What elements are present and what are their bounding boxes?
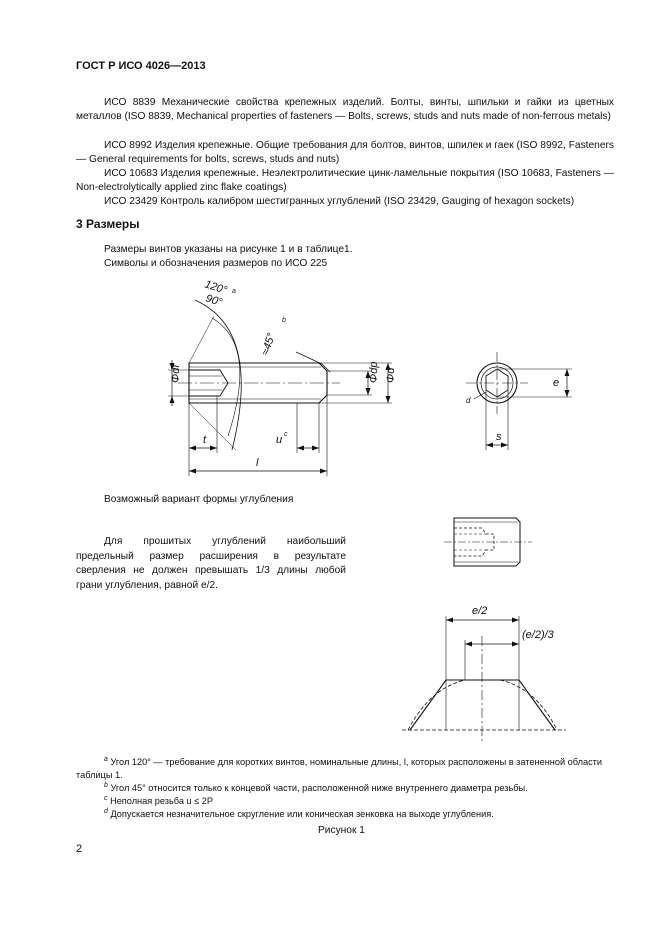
footnote-d: $^d$ Допускается незначительное скругление или коническая зенковка на выходе углубления. (104, 808, 494, 820)
variant-caption: Возможный вариант формы углубления (104, 494, 294, 505)
angle-120-label: 120° (203, 278, 229, 297)
document-header: ГОСТ Р ИСО 4026—2013 (76, 60, 206, 72)
section-title: 3 Размеры (76, 217, 140, 231)
variant-socket-drawing (440, 510, 540, 580)
angle-90-label: 90° (204, 292, 224, 309)
reference-iso-23429: ИСО 23429 Контроль калибром шестигранных углублений (ISO 23429, Gauging of hexagon sockets) (104, 196, 575, 207)
dim-dp-label: Φdp (368, 361, 380, 383)
note-d-label: d (466, 396, 471, 405)
dim-s-label: s (496, 431, 502, 443)
figure-1-drawing (0, 270, 661, 485)
dim-u-label: u (276, 434, 283, 446)
footnote-c: $^c$ Неполная резьба u ≤ 2P (104, 795, 213, 807)
figure-caption: Рисунок 1 (318, 825, 365, 836)
angle-45-label: ≈45° (259, 331, 278, 357)
dim-df-label: Φdf (170, 364, 182, 383)
angle-120-note: a (232, 288, 236, 295)
dim-t-label: t (203, 434, 207, 446)
dim-u-note: c (284, 431, 288, 438)
dim-l-label: l (256, 457, 259, 469)
intro-line-1: Размеры винтов указаны на рисунке 1 и в таблице1. (104, 244, 353, 255)
variant-text: Для прошитых углублений наибольший предельный размер расширения в результате сверления не должен превышать 1/3 длины любой грани углубления, равной e/2. (76, 536, 346, 591)
dim-e-label: e (553, 377, 560, 389)
footnote-a: $^a$ Угол 120° — требование для коротких винтов, номинальные длины, l, которых расположены в затененной области таблицы 1. (76, 756, 602, 781)
intro-line-2: Символы и обозначения размеров по ИСО 225 (104, 258, 328, 269)
dim-e2-label: e/2 (472, 605, 488, 617)
dim-e23-label: (e/2)/3 (522, 629, 554, 641)
end-view (466, 352, 572, 450)
page-number: 2 (76, 843, 83, 855)
dim-d-label: Φd (385, 367, 397, 383)
reference-iso-10683: ИСО 10683 Изделия крепежные. Неэлектролитические цинк-ламельные покрытия (ISO 10683, Fasteners — Non-electrolytically applied zinc flake coatings) (76, 168, 614, 194)
socket-detail-drawing (390, 596, 590, 746)
reference-iso-8992: ИСО 8992 Изделия крепежные. Общие требования для болтов, винтов, шпилек и гаек (ISO 8992, Fasteners — General requirements for bolts, screws, studs and nuts) (76, 140, 614, 166)
reference-iso-8839: ИСО 8839 Механические свойства крепежных изделий. Болты, винты, шпильки и гайки из цветных металлов (ISO 8839, Mechanical properties of fasteners — Bolts, screws, studs and nuts made of non-ferrous metals) (76, 97, 614, 123)
angle-45-note: b (282, 317, 286, 324)
footnote-b: $^b$ Угол 45° относится только к концевой части, расположенной ниже внутреннего диаметра резьбы. (104, 782, 528, 794)
